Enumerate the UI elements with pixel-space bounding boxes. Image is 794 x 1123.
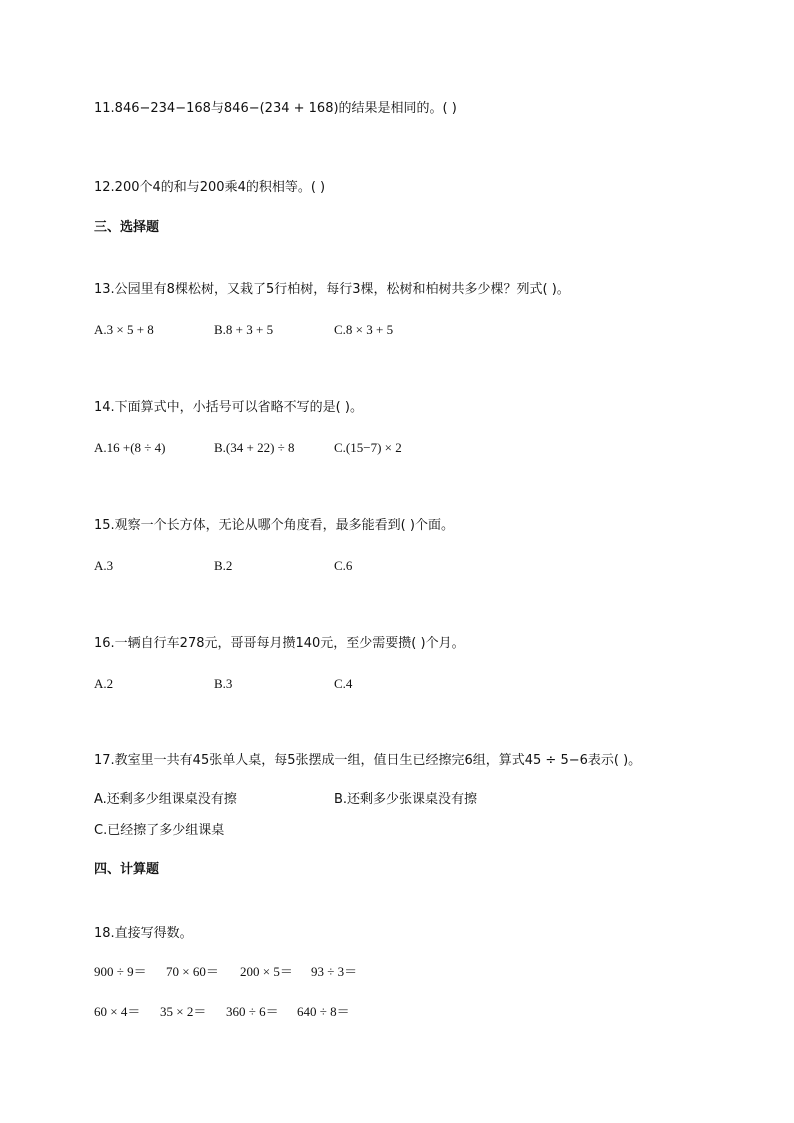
question-18: 18.直接写得数。: [94, 926, 193, 941]
question-13: 13.公园里有8棵松树，又栽了5行柏树，每行3棵，松树和柏树共多少棵？列式( )。: [94, 282, 570, 297]
calc-item: 35 × 2＝: [160, 1004, 207, 1019]
section-4-title: 四、计算题: [94, 862, 160, 877]
calc-item: 900 ÷ 9＝: [94, 964, 147, 979]
question-17-option-c: C.已经擦了多少组课桌: [94, 823, 225, 838]
question-15-option-c: C.6: [334, 558, 353, 573]
question-16-option-b: B.3: [214, 676, 233, 691]
question-16-option-c: C.4: [334, 676, 353, 691]
question-17-option-b: B.还剩多少张课桌没有擦: [334, 792, 478, 807]
calc-item: 200 × 5＝: [240, 964, 293, 979]
question-16: 16.一辆自行车278元，哥哥每月攒140元，至少需要攒( )个月。: [94, 636, 465, 651]
question-14-option-c: C.(15−7) × 2: [334, 440, 402, 455]
question-15: 15.观察一个长方体，无论从哪个角度看，最多能看到( )个面。: [94, 518, 454, 533]
question-15-option-a: A.3: [94, 558, 114, 573]
question-14: 14.下面算式中，小括号可以省略不写的是( )。: [94, 400, 363, 415]
calc-item: 60 × 4＝: [94, 1004, 141, 1019]
calc-item: 93 ÷ 3＝: [311, 964, 358, 979]
question-14-option-a: A.16 +(8 ÷ 4): [94, 440, 166, 455]
question-17-option-a: A.还剩多少组课桌没有擦: [94, 792, 237, 807]
question-16-option-a: A.2: [94, 676, 114, 691]
calc-item: 360 ÷ 6＝: [226, 1004, 279, 1019]
calc-item: 640 ÷ 8＝: [297, 1004, 350, 1019]
question-14-option-b: B.(34 + 22) ÷ 8: [214, 440, 295, 455]
question-17: 17.教室里一共有45张单人桌，每5张摆成一组，值日生已经擦完6组，算式45 ÷ 5−6表示( )。: [94, 753, 642, 768]
question-13-option-c: C.8 × 3 + 5: [334, 322, 394, 337]
question-15-option-b: B.2: [214, 558, 233, 573]
question-12: 12.200个4的和与200乘4的积相等。( ): [94, 180, 326, 195]
question-13-option-b: B.8 + 3 + 5: [214, 322, 274, 337]
section-3-title: 三、选择题: [94, 220, 160, 235]
question-13-option-a: A.3 × 5 + 8: [94, 322, 154, 337]
question-11: 11.846−234−168与846−(234 + 168)的结果是相同的。( ): [94, 101, 457, 116]
calc-item: 70 × 60＝: [166, 964, 219, 979]
